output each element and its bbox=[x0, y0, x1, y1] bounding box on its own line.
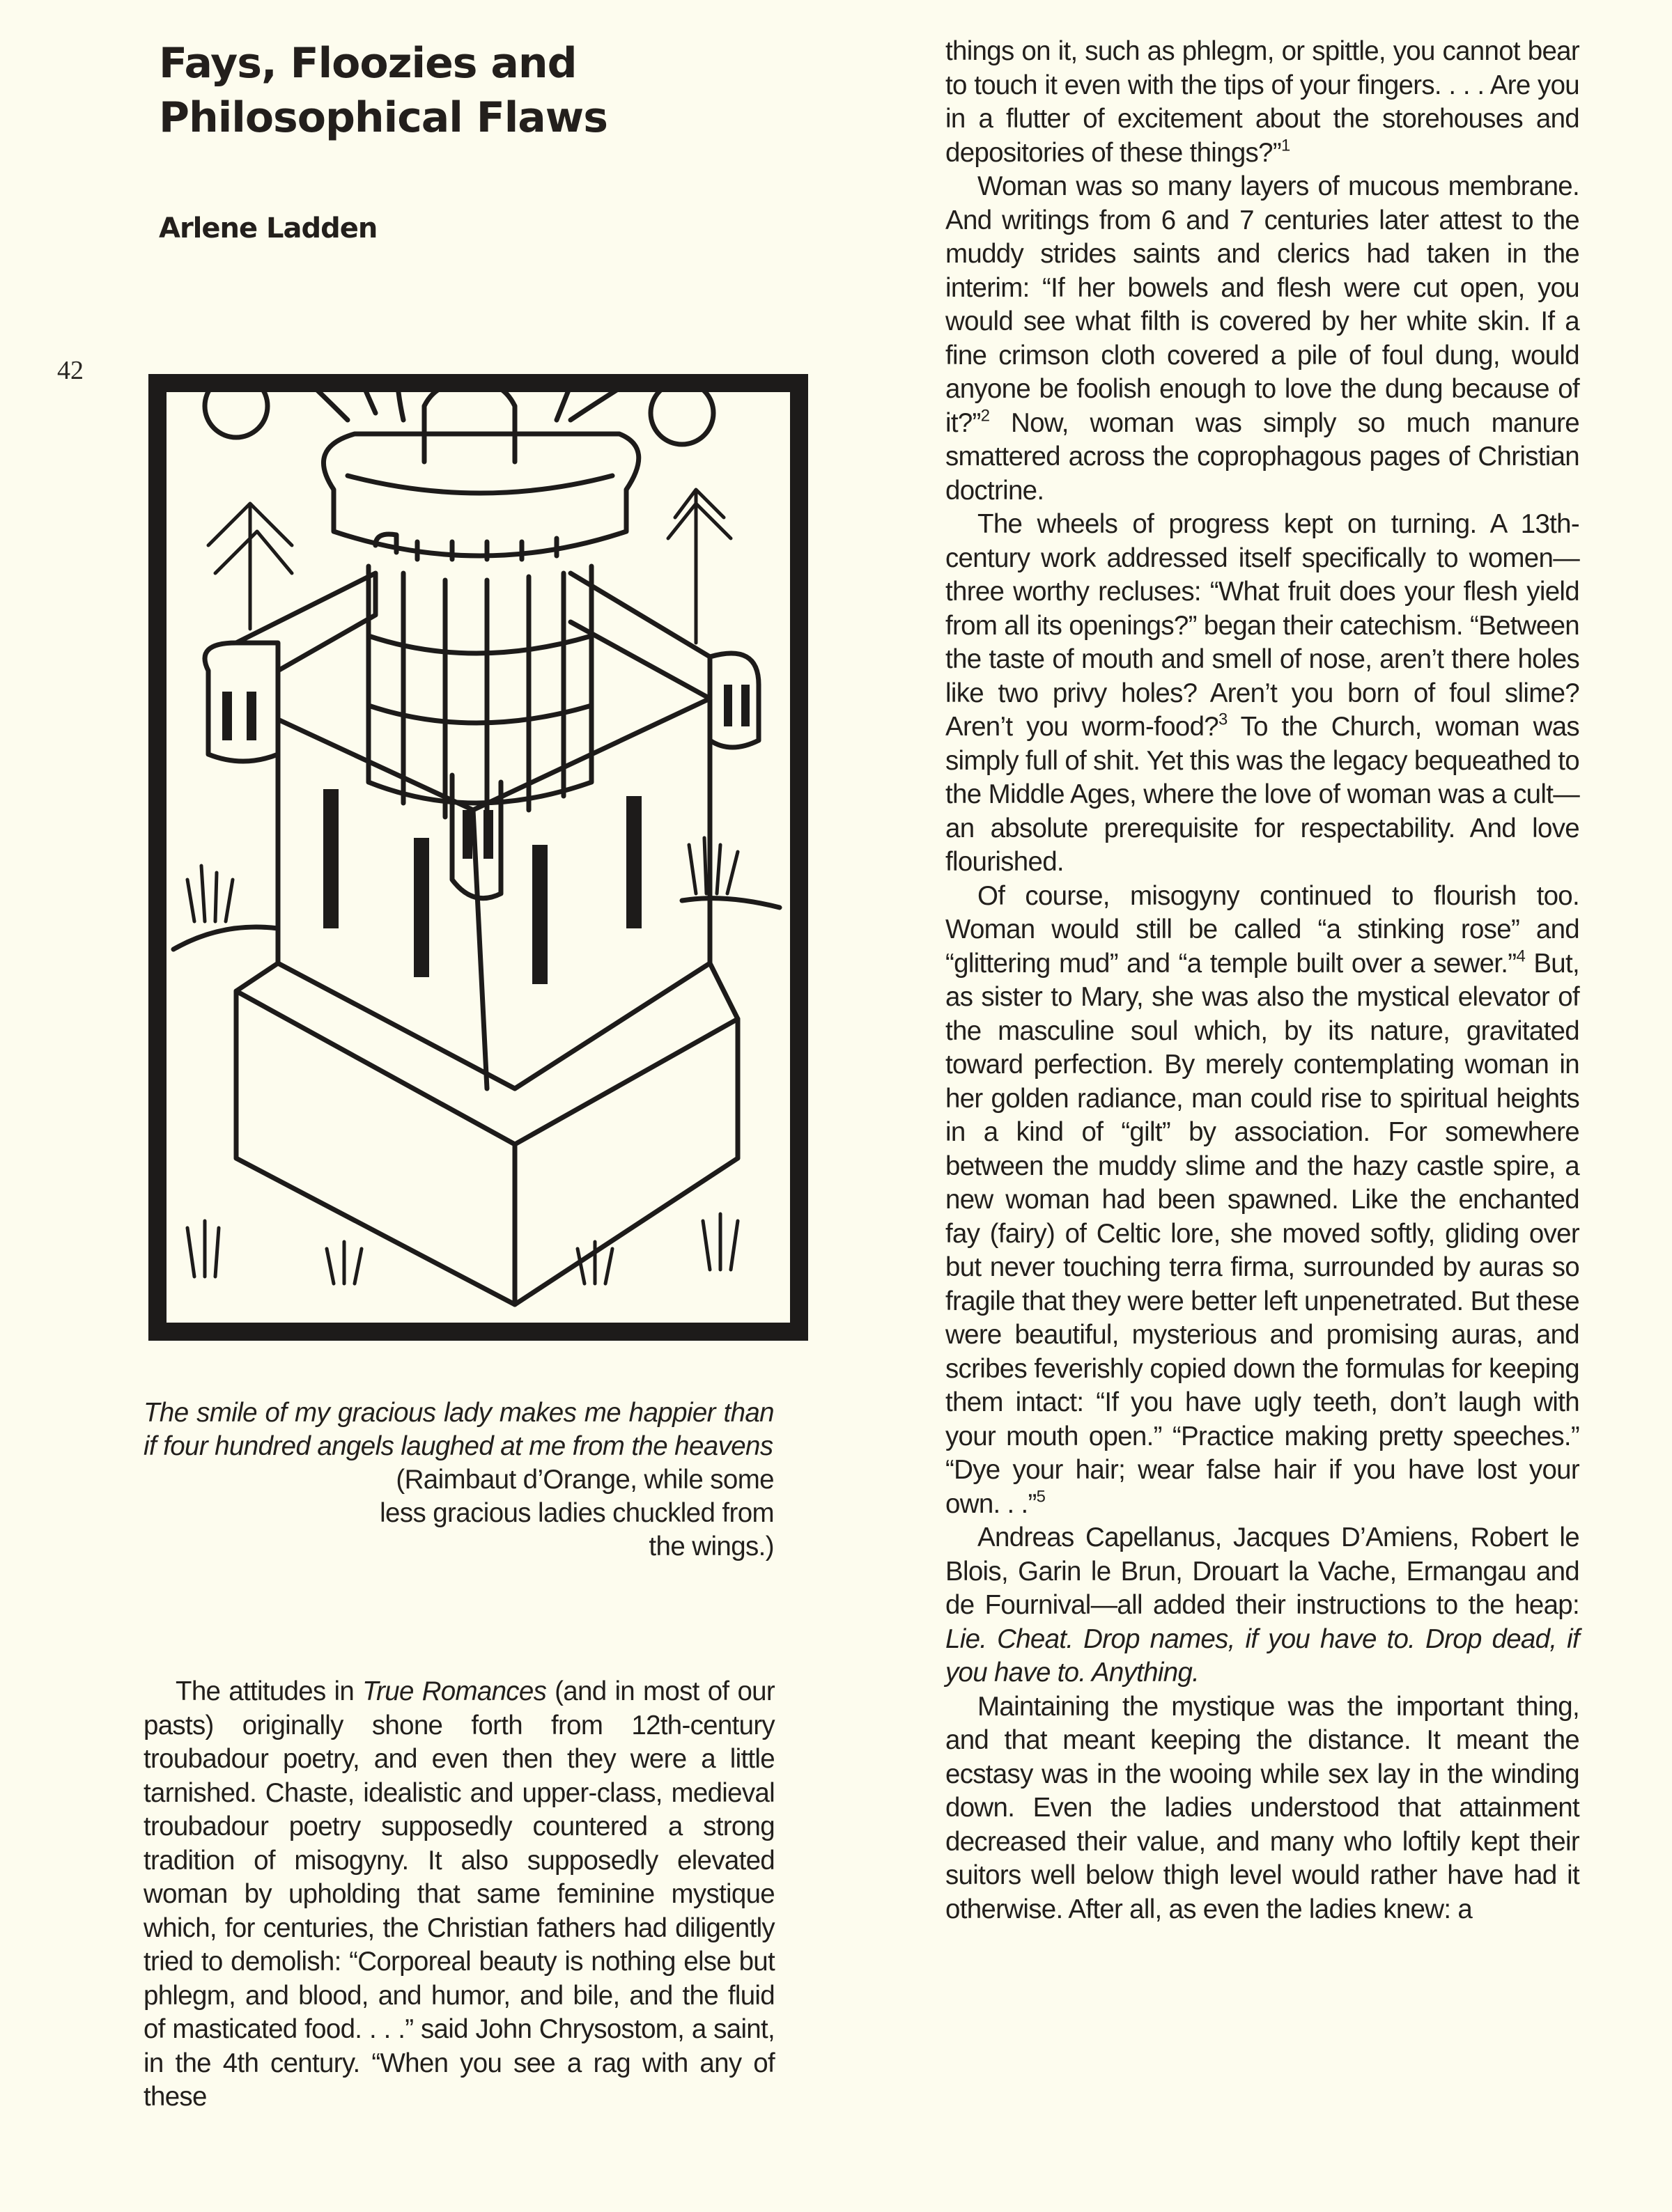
caption-quote: The smile of my gracious lady makes me happier than if four hundred angels laughed at me from the heavens bbox=[144, 1398, 774, 1461]
castle-keep bbox=[278, 699, 710, 963]
article-title-line-2: Philosophical Flaws bbox=[159, 93, 607, 142]
caption-attribution bbox=[144, 1463, 774, 1564]
emphasis-instructions: Lie. Cheat. Drop names, if you have to. Drop dead, if you have to. Anything. bbox=[945, 1623, 1579, 1688]
article-title-line-1: Fays, Floozies and bbox=[159, 39, 577, 88]
paragraph: The wheels of progress kept on turning. A 13th-century work addressed itself specifically to women—three worthy recluses: “What fruit does your flesh yield from all its openings?” began their catechism. “Between the taste of mouth and smell of nose, aren’t there holes like two privy holes? Aren’t you born of foul slime? Aren’t you worm-food?$^3$ To the Church, woman was simply full of shit. Yet this was the legacy bequeathed to the Middle Ages, where the love of woman was a cult—an absolute prerequisite for respectability. And love flourished. bbox=[945, 509, 1579, 877]
page-number: 42 bbox=[57, 356, 84, 385]
tree-right-branch bbox=[557, 392, 710, 420]
caption-attribution-line: less gracious ladies chuckled from bbox=[380, 1498, 774, 1528]
paragraph: Andreas Capellanus, Jacques D’Amiens, Robert le Blois, Garin le Brun, Drouart la Vache, Ermangau and de Fournival—all added their instructions to the heap: Lie. Cheat. Drop names, if you have to. Drop dead, if you have to. Anything. bbox=[945, 1522, 1579, 1688]
author-byline: Arlene Ladden bbox=[159, 212, 378, 244]
emphasis-title: True Romances bbox=[362, 1676, 547, 1706]
footnote-ref: 3 bbox=[1218, 710, 1228, 729]
paragraph: Maintaining the mystique was the important thing, and that meant keeping the distance. It meant the ecstasy was in the wooing while sex lay in the winding down. Even the ladies understood that attainment decreased their value, and many who loftily kept their suitors well below thigh level would rather have had it otherwise. After all, as even the ladies knew: a bbox=[945, 1691, 1579, 1924]
turret-right bbox=[710, 653, 759, 747]
footnote-ref: 2 bbox=[980, 406, 990, 425]
lady-figure bbox=[424, 392, 515, 462]
paragraph: Of course, misogyny continued to flourish too. Woman would still be called “a stinking rose” and “glittering mud” and “a temple built over a sewer.”$^4$ But, as sister to Mary, she was also the mystical elevator of the masculine soul which, by its nature, gravitated toward perfection. By merely contemplating woman in her golden radiance, man could rise to spiritual heights in a kind of “gilt” by association. For somewhere between the muddy slime and the hazy castle spire, a new woman had been spawned. Like the enchanted fay (fairy) of Celtic lore, she moved softly, gliding over but never touching terra firma, surrounded by auras so fragile that they were better left unpenetrated. But these were beautiful, mysterious and promising auras, and scribes feverishly copied down the formulas for keeping them intact: “If you have ugly teeth, don’t laugh with your mouth open.” “Practice making pretty speeches.” “Dye your hair; wear false hair if you have lost your own. . .”$^5$ bbox=[945, 880, 1580, 1519]
paragraph: things on it, such as phlegm, or spittle, you cannot bear to touch it even with the tips of your fingers. . . . Are you in a flutter of excitement about the storehouses and depositories of these things?”$^1$ bbox=[945, 36, 1579, 168]
body-column-right bbox=[945, 35, 1579, 1926]
castle-plinth bbox=[236, 991, 738, 1304]
ground-right bbox=[682, 898, 780, 908]
body-column-left bbox=[144, 1675, 775, 2114]
article-title bbox=[159, 36, 716, 145]
paragraph: Woman was so many layers of mucous membrane. And writings from 6 and 7 centuries later attest to the muddy strides saints and clerics had taken in the interim: “If her bowels and flesh were cut open, you would see what filth is covered by her white skin. If a fine crimson cloth covered a pile of foul dung, would anyone be foolish enough to love the dung because of it?”$^2$ Now, woman was simply so much manure smattered across the coprophagous pages of Christian doctrine. bbox=[945, 171, 1579, 506]
castle-tower-lady-woodcut bbox=[167, 392, 790, 1323]
turret-left bbox=[205, 643, 278, 761]
flower-blossoms bbox=[191, 392, 748, 444]
footnote-ref: 5 bbox=[1036, 1487, 1046, 1506]
caption-attribution-line: the wings.) bbox=[649, 1532, 774, 1561]
paragraph: The attitudes in True Romances (and in most of our pasts) originally shone forth from 12th-century troubadour poetry, and even then they were a little tarnished. Chaste, idealistic and upper-class, medieval troubadour poetry supposedly countered a strong tradition of misogyny. It also supposedly elevated woman by upholding that same feminine mystique which, for centuries, the Christian fathers had diligently tried to demolish: “Corporeal beauty is nothing else but phlegm, and blood, and humor, and bile, and the fluid of masticated food. . . .” said John Chrysostom, a saint, in the 4th century. “When you see a rag with any of these bbox=[144, 1676, 775, 2112]
footnote-ref: 4 bbox=[1516, 947, 1526, 965]
woodcut-illustration bbox=[148, 374, 808, 1341]
figure-caption bbox=[144, 1396, 774, 1564]
footnote-ref: 1 bbox=[1280, 136, 1290, 155]
caption-attribution-line: (Raimbaut d’Orange, while some bbox=[396, 1465, 774, 1495]
ground-left bbox=[173, 927, 278, 949]
